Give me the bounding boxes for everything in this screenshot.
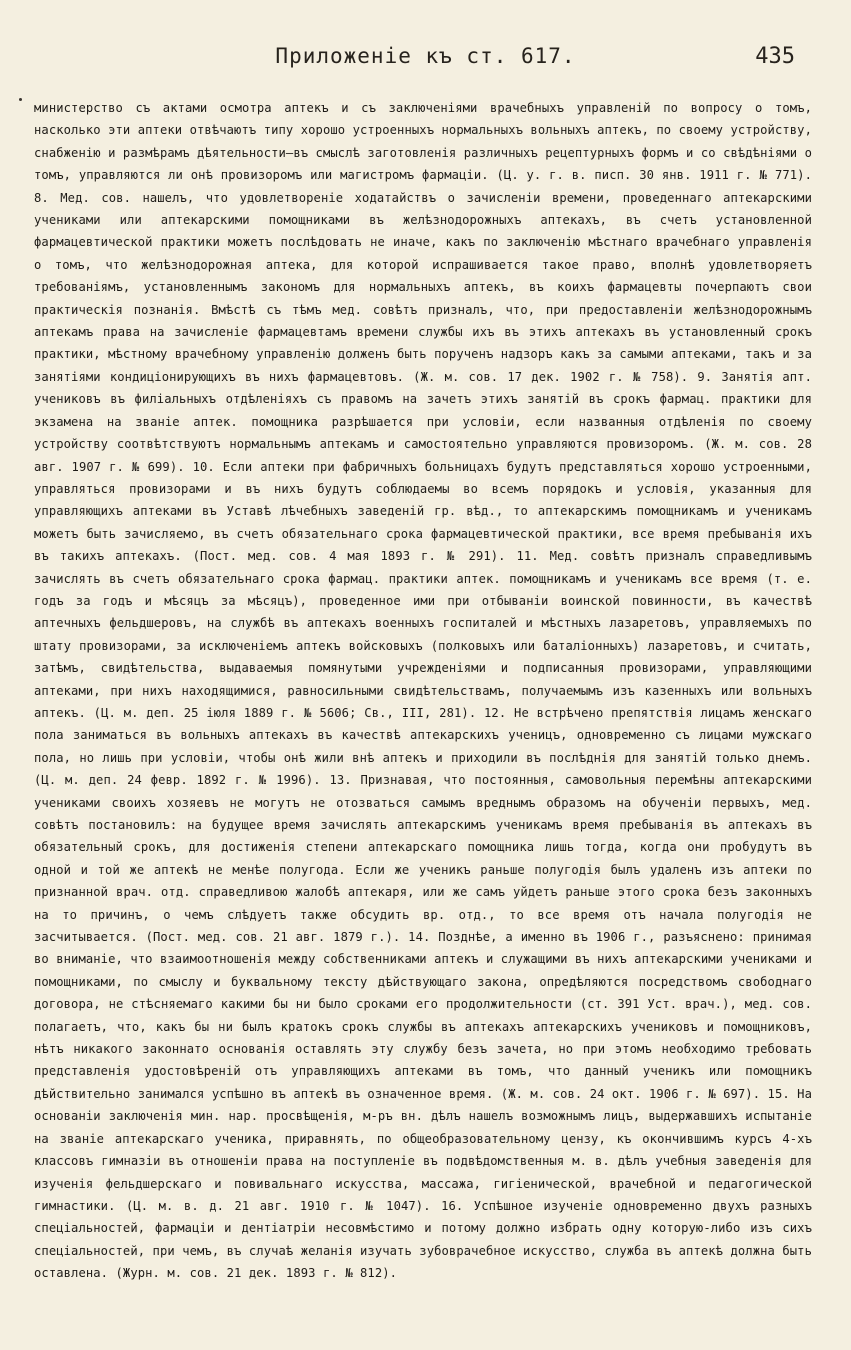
running-title: Приложеніе къ ст. 617. [275,44,576,68]
margin-dot [19,98,22,101]
page-header [0,44,851,84]
page-number: 435 [755,44,795,69]
body-paragraph: министерство съ актами осмотра аптекъ и съ заключеніями врачебныхъ управленій по вопросу о томъ, насколько эти аптеки отвѣчаютъ типу хорошо устроенныхъ нормальныхъ вольныхъ аптекъ, по своему устройству, снабженію и размѣрамъ дѣятельности—въ смыслѣ заготовленія различныхъ рецептурныхъ формъ и со свѣдѣніями о томъ, управляются ли онѣ провизоромъ или магистромъ фармаціи. (Ц. у. г. в. писп. 30 янв. 1911 г. № 771). 8. Мед. сов. нашелъ, что удовлетвореніе ходатайствъ о зачисленіи времени, проведеннаго аптекарскими учениками или аптекарскими помощниками въ желѣзнодорожныхъ аптекахъ, въ счетъ установленной фармацевтической практики можетъ послѣдовать не иначе, какъ по заключенію мѣстнаго врачебнаго управленія о томъ, что желѣзнодорожная аптека, для которой испрашивается такое право, вполнѣ удовлетворяетъ требованіямъ, установленнымъ закономъ для нормальныхъ аптекъ, въ коихъ фармацевты почерпаютъ свои практическія познанія. Вмѣстѣ съ тѣмъ мед. совѣтъ призналъ, что, при предоставленіи желѣзнодорожнымъ аптекамъ права на зачисленіе фармацевтамъ времени службы ихъ въ этихъ аптекахъ въ установленный срокъ практики, мѣстному врачебному управленію долженъ быть порученъ надзоръ какъ за самыми аптеками, такъ и за занятіями кондиціонирующихъ въ нихъ фармацевтовъ. (Ж. м. сов. 17 дек. 1902 г. № 758). 9. Занятія апт. учениковъ въ филіальныхъ отдѣленіяхъ съ правомъ на зачетъ этихъ занятій въ срокъ фармац. практики для экзамена на званіе аптек. помощника разрѣшается при условіи, если названныя отдѣленія по своему устройству соотвѣтствуютъ нормальнымъ аптекамъ и самостоятельно управляются провизоромъ. (Ж. м. сов. 28 авг. 1907 г. № 699). 10. Если аптеки при фабричныхъ больницахъ будутъ представляться хорошо устроенными, управляться провизорами и въ нихъ будутъ соблюдаемы во всемъ порядокъ и условія, указанныя для управляющихъ аптеками въ Уставѣ лѣчебныхъ заведеній гр. вѣд., то аптекарскимъ помощникамъ и ученикамъ можетъ быть зачисляемо, въ счетъ обязательнаго срока фармацевтической практики, все время пребыванія ихъ въ такихъ аптекахъ. (Пост. мед. сов. 4 мая 1893 г. № 291). 11. Мед. совѣтъ призналъ справедливымъ зачислять въ счетъ обязательнаго срока фармац. практики аптек. помощникамъ и ученикамъ все время (т. е. годъ за годъ и мѣсяцъ за мѣсяцъ), проведенное ими при отбываніи воинской повинности, въ качествѣ аптечныхъ фельдшеровъ, на службѣ въ аптекахъ военныхъ госпиталей и мѣстныхъ лазаретовъ, управляемыхъ по штату провизорами, за исключеніемъ аптекъ войсковыхъ (полковыхъ или баталіонныхъ) лазаретовъ, и считать, затѣмъ, свидѣтельства, выдаваемыя помянутыми учрежденіями и подписанныя провизорами, управляющими аптеками, при нихъ находящимися, равносильными свидѣтельствамъ, получаемымъ изъ казенныхъ или вольныхъ аптекъ. (Ц. м. деп. 25 іюля 1889 г. № 5606; Св., III, 281). 12. Не встрѣчено препятствія лицамъ женскаго пола заниматься въ вольныхъ аптекахъ въ качествѣ аптекарскихъ ученицъ, одновременно съ лицами мужскаго пола, но лишь при условіи, чтобы онѣ жили внѣ аптекъ и приходили въ послѣднія для занятій только днемъ. (Ц. м. деп. 24 февр. 1892 г. № 1996). 13. Признавая, что постоянныя, самовольныя перемѣны аптекарскими учениками своихъ хозяевъ не могутъ не отозваться самымъ вреднымъ образомъ на обученіи первыхъ, мед. совѣтъ постановилъ: на будущее время зачислять аптекарскимъ ученикамъ время пребыванія въ аптекахъ въ обязательный срокъ, для достиженія степени аптекарскаго помощника лишь тогда, когда они пробудутъ въ одной и той же аптекѣ не менѣе полугода. Если же ученикъ раньше полугодія былъ удаленъ изъ аптеки по признанной врач. отд. справедливою жалобѣ аптекаря, или же самъ уйдетъ раньше этого срока безъ законныхъ на то причинъ, о чемъ слѣдуетъ также обсудить вр. отд., то все время отъ начала полугодія не засчитывается. (Пост. мед. сов. 21 авг. 1879 г.). 14. Позднѣе, а именно въ 1906 г., разъяснено: принимая во вниманіе, что взаимоотношенія между собственниками аптекъ и служащими въ нихъ аптекарскими учениками и помощниками, по смыслу и буквальному тексту дѣйствующаго закона, опредѣляются посредствомъ свободнаго договора, не стѣсняемаго какими бы ни было сроками его продолжительности (ст. 391 Уст. врач.), мед. сов. полагаетъ, что, какъ бы ни былъ кратокъ срокъ службы въ аптекахъ аптекарскихъ учениковъ и помощниковъ, нѣтъ никакого законнато основанія оставлять эту службу безъ зачета, но при этомъ необходимо требовать представленія удостовѣреній отъ управляющихъ аптеками въ томъ, что данный ученикъ или помощникъ дѣйствительно занимался успѣшно въ аптекѣ въ означенное время. (Ж. м. сов. 24 окт. 1906 г. № 697). 15. На основаніи заключенія мин. нар. просвѣщенія, м-ръ вн. дѣлъ нашелъ возможнымъ лицъ, выдержавшихъ испытаніе на званіе аптекарскаго ученика, приравнять, по общеобразовательному цензу, къ окончившимъ курсъ 4-хъ классовъ гимназіи въ отношеніи права на поступленіе въ подвѣдомственныя м. в. дѣлъ учебныя заведенія для изученія фельдшерскаго и повивальнаго искусства, массажа, гигіенической, врачебной и педагогической гимнастики. (Ц. м. в. д. 21 авг. 1910 г. № 1047). 16. Успѣшное изученіе одновременно двухъ разныхъ спеціальностей, фармаціи и дентіатріи несовмѣстимо и потому должно избрать одну которую-либо изъ сихъ спеціальностей, при чемъ, въ случаѣ желанія изучать зубоврачебное искусство, служба въ аптекѣ должна быть оставлена. (Журн. м. сов. 21 дек. 1893 г. № 812). [34,101,812,1281]
